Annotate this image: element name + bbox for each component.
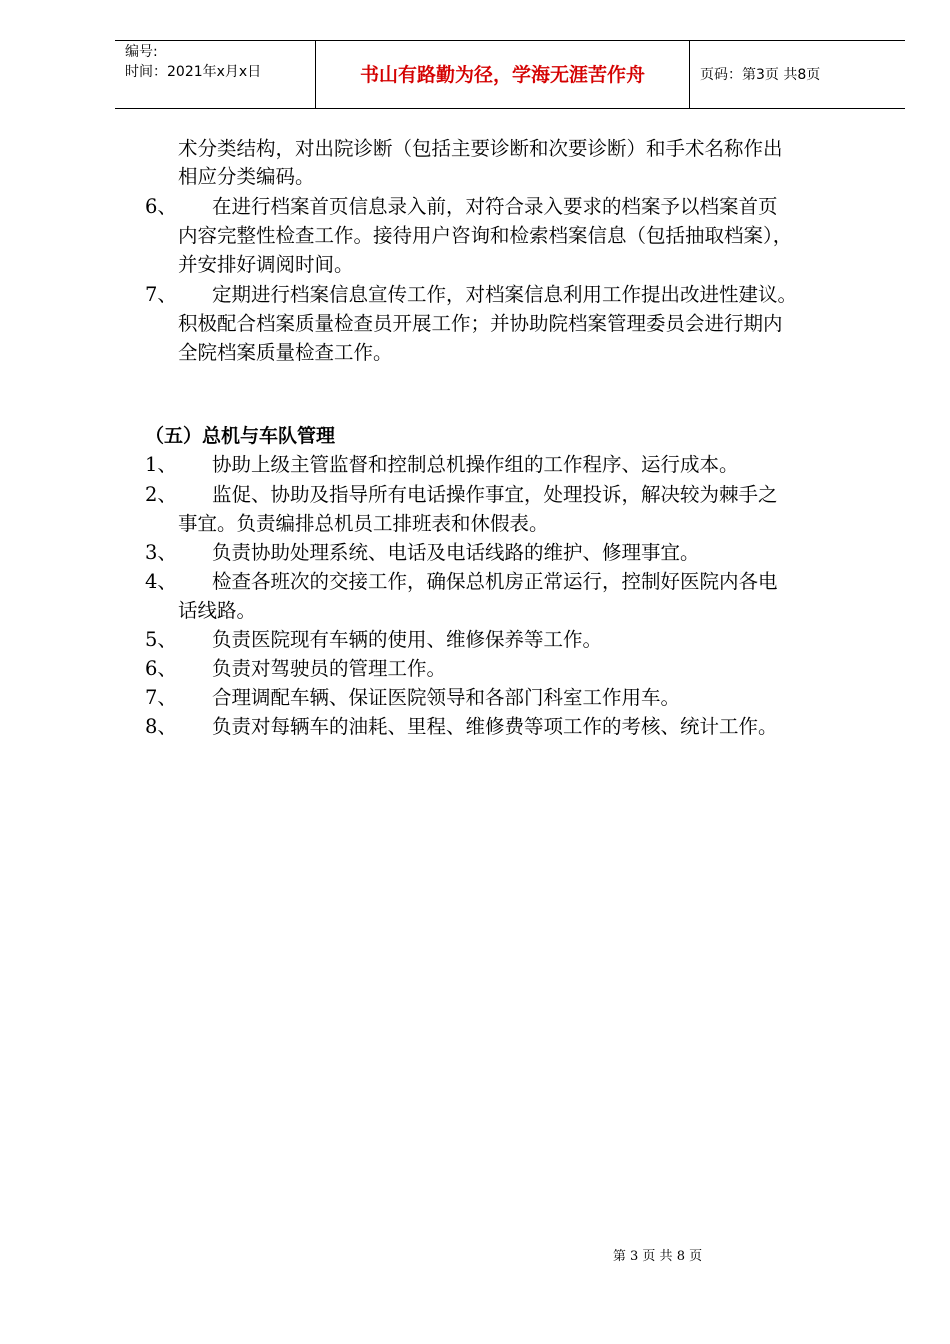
list-item-line: 负责对驾驶员的管理工作。 (212, 657, 447, 680)
list-item-line: 并安排好调阅时间。 (178, 253, 354, 276)
list-item-line: 负责协助处理系统、电话及电话线路的维护、修理事宜。 (212, 541, 700, 564)
date-label: 时间：2021年x月x日 (125, 64, 262, 80)
page-header (115, 40, 905, 109)
list-item-number: 8、 (145, 715, 177, 738)
list-item-line: 合理调配车辆、保证医院领导和各部门科室工作用车。 (212, 686, 681, 709)
list-item-number: 1、 (145, 453, 177, 476)
motto-text: 书山有路勤为径，学海无涯苦作舟 (359, 64, 645, 86)
paragraph-line: 相应分类编码。 (178, 165, 315, 188)
header-motto-cell (316, 41, 690, 108)
list-item-line: 话线路。 (178, 599, 257, 622)
list-item-line: 协助上级主管监督和控制总机操作组的工作程序、运行成本。 (212, 453, 739, 476)
header-meta-cell (115, 41, 316, 108)
list-item-line: 负责医院现有车辆的使用、维修保养等工作。 (212, 628, 603, 651)
list-item-number: 7、 (145, 283, 177, 306)
list-item-line: 内容完整性检查工作。接待用户咨询和检索档案信息（包括抽取档案）， (178, 224, 793, 247)
list-item-line: 定期进行档案信息宣传工作，对档案信息利用工作提出改进性建议。 (212, 283, 798, 306)
list-item-line: 积极配合档案质量检查员开展工作；并协助院档案管理委员会进行期内 (178, 312, 783, 335)
list-item-line: 监促、协助及指导所有电话操作事宜，处理投诉，解决较为棘手之 (212, 483, 778, 506)
list-item-line: 负责对每辆车的油耗、里程、维修费等项工作的考核、统计工作。 (212, 715, 778, 738)
list-item-line: 在进行档案首页信息录入前，对符合录入要求的档案予以档案首页 (212, 195, 778, 218)
footer-page-number: 第 3 页 共 8 页 (612, 1249, 703, 1264)
list-item-number: 6、 (145, 195, 177, 218)
page-footer (0, 1245, 950, 1264)
list-item-number: 6、 (145, 657, 177, 680)
code-label: 编号: (125, 44, 158, 60)
header-page-cell (690, 41, 905, 108)
page-info: 页码：第3页 共8页 (700, 67, 821, 83)
paragraph-line: 术分类结构，对出院诊断（包括主要诊断和次要诊断）和手术名称作出 (178, 137, 783, 160)
list-item-number: 7、 (145, 686, 177, 709)
section-title: （五）总机与车队管理 (145, 425, 336, 447)
list-item-number: 2、 (145, 483, 177, 506)
list-item-number: 5、 (145, 628, 177, 651)
list-item-line: 检查各班次的交接工作，确保总机房正常运行，控制好医院内各电 (212, 570, 778, 593)
list-item-line: 事宜。负责编排总机员工排班表和休假表。 (178, 512, 549, 535)
list-item-line: 全院档案质量检查工作。 (178, 341, 393, 364)
list-item-number: 3、 (145, 541, 177, 564)
list-item-number: 4、 (145, 570, 177, 593)
